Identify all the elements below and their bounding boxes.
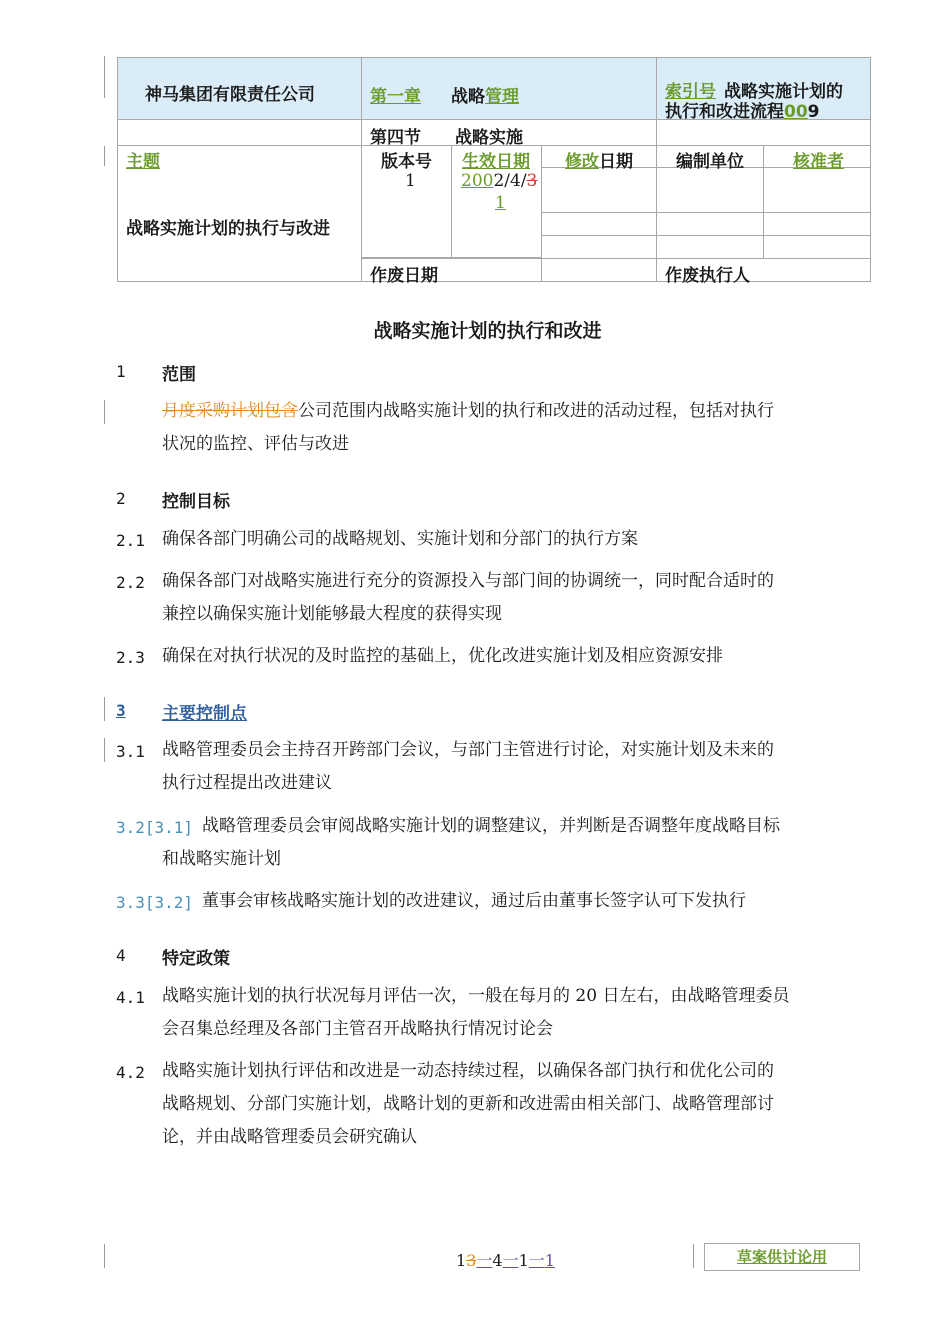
- item-3-2-number: 3.2[3.1]: [116, 818, 194, 837]
- chapter-label: 第一章: [370, 87, 421, 107]
- section-heading: [370, 123, 523, 148]
- index-heading: [665, 82, 875, 122]
- page-number: [456, 1248, 555, 1271]
- section-label: 第四节: [370, 128, 421, 148]
- modify-date-r3: [541, 235, 657, 259]
- void-date-value-cell: [541, 258, 657, 282]
- page-number-part: 一: [528, 1251, 545, 1270]
- page-number-part: 1: [518, 1251, 529, 1270]
- item-2-1-text: 确保各部门明确公司的战略规划、实施计划和分部门的执行方案: [162, 529, 638, 549]
- paragraph-text: 战略规划、分部门实施计划，战略计划的更新和改进需由相关部门、战略管理部讨: [162, 1094, 774, 1114]
- index-title-1: 战略实施计划的: [724, 82, 843, 102]
- effective-date-line2: 1: [495, 193, 506, 213]
- page-number-deleted: 3: [466, 1251, 477, 1270]
- void-date-label: 作废日期: [370, 266, 438, 286]
- paragraph-text: 会召集总经理及各部门主管召开战略执行情况讨论会: [162, 1019, 553, 1039]
- paragraph-text: 战略管理委员会审阅战略实施计划的调整建议，并判断是否调整年度战略目标: [202, 816, 780, 836]
- paragraph-text: 确保各部门对战略实施进行充分的资源投入与部门间的协调统一，同时配合适时的: [162, 571, 774, 591]
- item-2-1-number: 2.1: [116, 531, 145, 550]
- item-2-3-number: 2.3: [116, 648, 145, 667]
- page-number-part: 1: [456, 1251, 467, 1270]
- item-4-1-text: [162, 980, 862, 1046]
- index-code-black: 9: [807, 102, 820, 122]
- section-2-number: 2: [116, 489, 126, 508]
- version-label: 版本号: [381, 152, 432, 172]
- effective-date-black: 2/4/: [493, 171, 527, 191]
- draft-badge: [704, 1243, 860, 1271]
- item-3-1-text: [162, 734, 862, 800]
- paragraph-text: 战略管理委员会主持召开跨部门会议，与部门主管进行讨论，对实施计划及未来的: [162, 740, 774, 760]
- section-name: 战略实施: [455, 128, 523, 148]
- page-number-part: 4: [492, 1251, 503, 1270]
- page-number-part: 一: [476, 1251, 493, 1270]
- item-2-2-number: 2.2: [116, 573, 145, 592]
- section-row-right: [656, 119, 871, 146]
- document-title: 战略实施计划的执行和改进: [373, 320, 602, 342]
- section-row-left: [117, 119, 362, 146]
- company-name: 神马集团有限责任公司: [145, 85, 315, 105]
- approved-by-label: 核准者: [793, 152, 844, 172]
- section-1-title: 范围: [162, 365, 196, 385]
- deleted-text: 月度采购计划包含: [162, 401, 298, 421]
- item-4-2-number: 4.2: [116, 1063, 145, 1082]
- draft-label: 草案供讨论用: [736, 1248, 827, 1266]
- paragraph-text: 兼控以确保实施计划能够最大程度的获得实现: [162, 604, 502, 624]
- modify-date-r1: [541, 167, 657, 213]
- paragraph-text: 论，并由战略管理委员会研究确认: [162, 1127, 417, 1147]
- section-3-title: 主要控制点: [162, 704, 247, 724]
- item-2-2-text: [162, 565, 862, 631]
- index-label: 索引号: [665, 82, 716, 102]
- item-4-1-number: 4.1: [116, 988, 145, 1007]
- revision-bar: [104, 738, 105, 762]
- effective-date-value: [461, 171, 537, 191]
- effective-date-deleted: 3: [526, 171, 538, 191]
- effective-date-label: 生效日期: [462, 152, 530, 172]
- subject-text: 战略实施计划的执行与改进: [126, 219, 330, 239]
- modify-date-label: [565, 147, 633, 172]
- item-2-3-text: 确保在对执行状况的及时监控的基础上，优化改进实施计划及相应资源安排: [162, 646, 723, 666]
- item-3-3-text: 董事会审核战略实施计划的改进建议，通过后由董事长签字认可下发执行: [202, 891, 746, 911]
- item-3-3-number: 3.3[3.2]: [116, 893, 194, 912]
- chapter-name-a: 战略: [451, 87, 485, 107]
- prepared-r3: [656, 235, 764, 259]
- item-3-1-number: 3.1: [116, 742, 145, 761]
- section-4-title: 特定政策: [162, 949, 230, 969]
- revision-bar: [104, 56, 105, 98]
- paragraph-text: 战略实施计划的执行状况每月评估一次，一般在每月的 20 日左右，由战略管理委员: [162, 986, 790, 1006]
- paragraph-text: 执行过程提出改进建议: [162, 773, 332, 793]
- version-value: 1: [405, 171, 416, 191]
- subject-label: 主题: [126, 152, 160, 172]
- revision-bar: [104, 1244, 105, 1268]
- void-by-label: 作废执行人: [665, 266, 750, 286]
- item-3-2-text: [162, 810, 862, 876]
- revision-bar: [104, 400, 105, 424]
- index-code-green: 00: [784, 102, 808, 122]
- revision-bar: [104, 146, 105, 166]
- prepared-r2: [656, 212, 764, 236]
- approved-r2: [763, 212, 871, 236]
- page-number-part: 一: [502, 1251, 519, 1270]
- revision-bar: [693, 1244, 694, 1268]
- page-number-part: 1: [544, 1251, 555, 1270]
- effective-date-green: 200: [461, 171, 494, 191]
- prepared-by-label: 编制单位: [676, 152, 744, 172]
- prepared-r1: [656, 167, 764, 213]
- chapter-name-b: 管理: [485, 87, 519, 107]
- modify-label-black: 日期: [599, 152, 633, 172]
- revision-bar: [104, 697, 105, 721]
- section-1-number: 1: [116, 362, 126, 381]
- approved-r1: [763, 167, 871, 213]
- paragraph-text: 状况的监控、评估与改进: [162, 434, 349, 454]
- section-2-title: 控制目标: [162, 492, 230, 512]
- section-3-number: 3: [116, 701, 126, 720]
- paragraph-text: 和战略实施计划: [162, 849, 281, 869]
- modify-label-green: 修改: [565, 152, 599, 172]
- index-title-2: 执行和改进流程: [665, 102, 784, 122]
- approved-r3: [763, 235, 871, 259]
- modify-date-r2: [541, 212, 657, 236]
- paragraph-text: 公司范围内战略实施计划的执行和改进的活动过程，包括对执行: [298, 401, 774, 421]
- paragraph-text: 战略实施计划执行评估和改进是一动态持续过程，以确保各部门执行和优化公司的: [162, 1061, 774, 1081]
- section-4-number: 4: [116, 946, 126, 965]
- chapter-heading: [370, 82, 519, 107]
- section-1-paragraph: [162, 395, 862, 461]
- item-4-2-text: [162, 1055, 862, 1154]
